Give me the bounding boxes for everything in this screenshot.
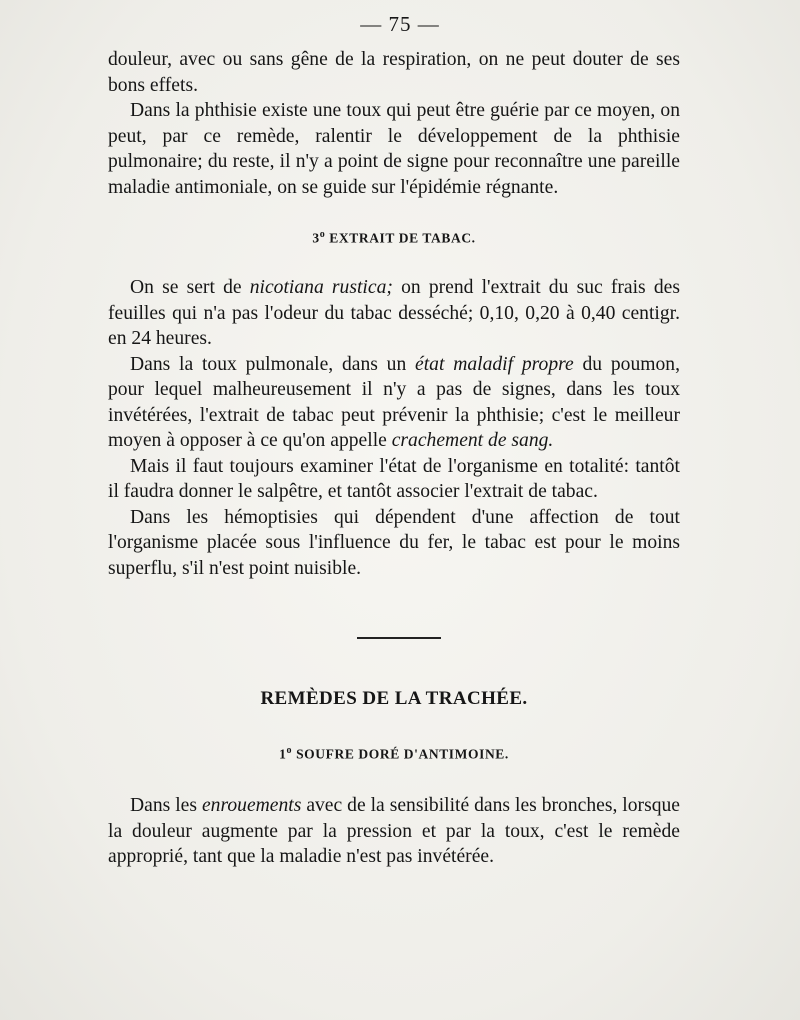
page-number: — 75 —: [360, 12, 440, 36]
paragraph: Dans les hémoptisies qui dépendent d'une affection de tout l'organisme placée sous l'influence du fer, le tabac est pour le moins superflu, s'il n'est point nuisible.: [108, 506, 680, 579]
paragraph: [108, 275, 680, 352]
chapter-heading: REMÈDES DE LA TRACHÉE.: [260, 688, 528, 709]
text-run: du poumon, pour lequel malheureusement il n'y a pas de signes, dans les toux invétérées, l'extrait de tabac peut prévenir la phthisie; c'est le meilleur moyen à opposer à ce qu'on appelle: [108, 353, 681, 451]
paragraph: [108, 352, 680, 454]
italic-term: enrouements: [201, 795, 302, 816]
section-ordinal: o: [319, 229, 326, 240]
section-title: EXTRAIT DE TABAC.: [329, 230, 476, 246]
paragraph: douleur, avec ou sans gêne de la respiration, on ne peut douter de ses bons effets.: [108, 49, 680, 96]
text-run: on prend l'extrait du suc frais des feuilles qui n'a pas l'odeur du tabac desséché; 0,10, 0,20 à 0,40 centigr. en 24 heures.: [108, 277, 680, 349]
section-heading-soufre: [108, 745, 680, 763]
section-title: SOUFRE DORÉ D'ANTIMOINE.: [296, 746, 509, 762]
section-divider: [357, 637, 441, 639]
section-number: 1: [279, 746, 287, 762]
section-heading-tabac: [108, 229, 680, 247]
text-run: avec de la sensibilité dans les bronches, lorsque la douleur augmente par la pression et par la toux, c'est le remède approprié, tant que la maladie n'est pas invétérée.: [108, 795, 680, 867]
paragraph: Mais il faut toujours examiner l'état de l'organisme en totalité: tantôt il faudra donner le salpêtre, et tantôt associer l'extrait de tabac.: [108, 455, 680, 502]
italic-term: état maladif propre: [415, 353, 574, 375]
section-text-soufre: [108, 793, 680, 870]
section-number: 3: [312, 230, 320, 246]
opening-text: [108, 47, 680, 200]
text-run: On se sert de: [130, 277, 250, 298]
text-run: Dans la toux pulmonale, dans un: [130, 353, 416, 375]
italic-term: crachement de sang.: [391, 430, 554, 451]
text-run: Dans les: [130, 795, 202, 816]
section-ordinal: o: [286, 745, 293, 756]
paragraph: Dans la phthisie existe une toux qui peut être guérie par ce moyen, on peut, par ce remède, ralentir le développement de la phthisie pulmonaire; du reste, il n'y a point de signe pour reconnaître une pareille maladie antimoniale, on se guide sur l'épidémie régnante.: [108, 100, 680, 198]
italic-term: nicotiana rustica;: [249, 277, 393, 298]
section-text-tabac: [108, 275, 680, 581]
paragraph: [108, 793, 680, 870]
